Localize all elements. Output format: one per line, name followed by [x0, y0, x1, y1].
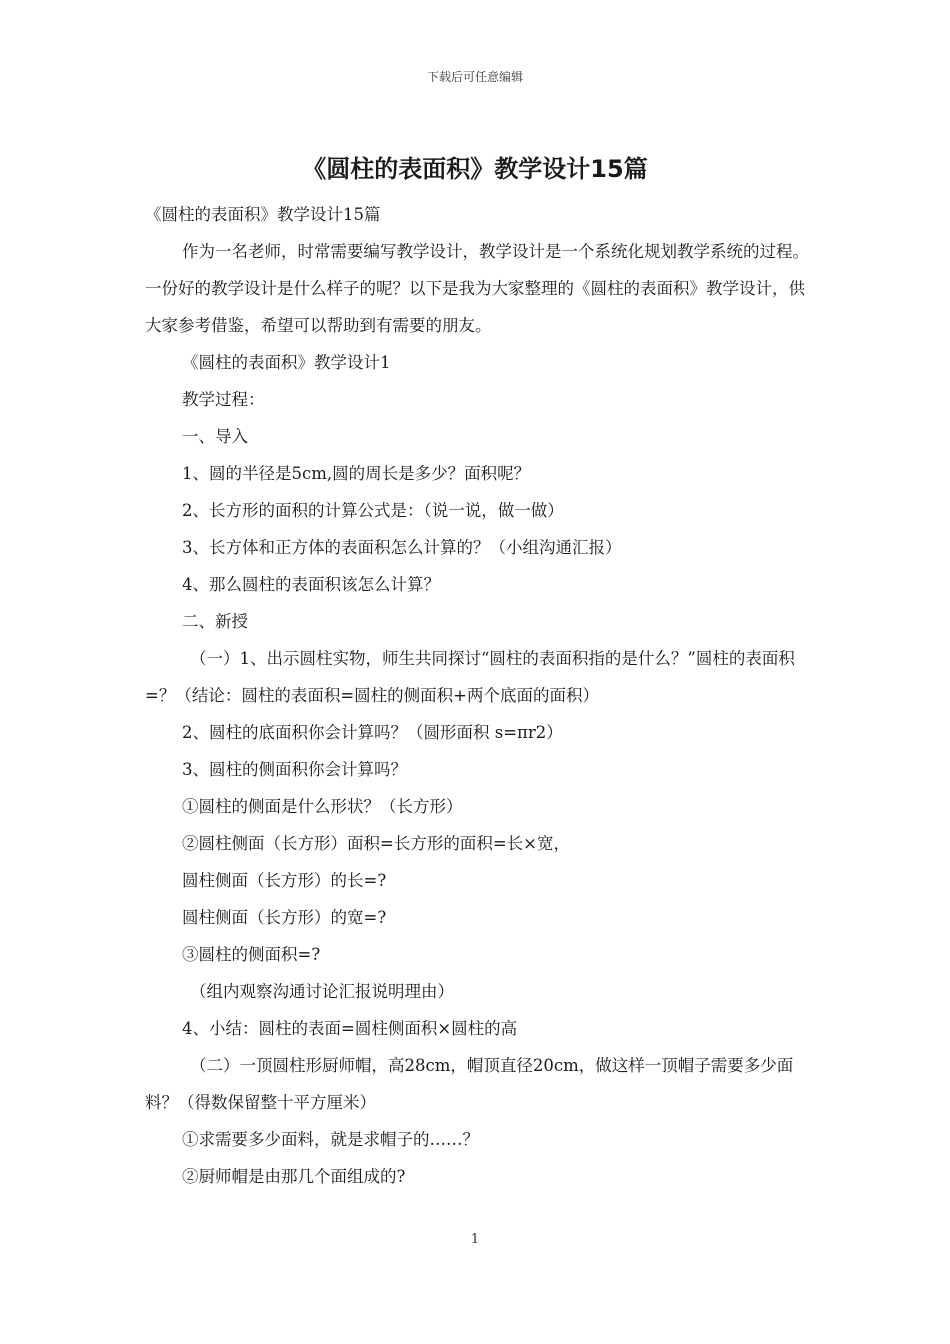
- list-item: 圆柱侧面（长方形）的宽=?: [182, 908, 387, 927]
- list-item: 3、圆柱的侧面积你会计算吗？: [182, 760, 407, 779]
- list-item: ②厨师帽是由那几个面组成的?: [182, 1167, 406, 1186]
- list-item: ②圆柱侧面（长方形）面积=长方形的面积=长×宽，: [182, 834, 570, 853]
- list-item: ①圆柱的侧面是什么形状？（长方形）: [182, 797, 463, 816]
- list-item: 圆柱侧面（长方形）的长=?: [182, 871, 387, 890]
- paragraph: （组内观察沟通讨论汇报说明理由）: [190, 982, 454, 1001]
- paragraph: （二）一顶圆柱形厨师帽，高28cm，帽顶直径20cm，做这样一顶帽子需要多少面料？（得数保留整十平方厘米）: [145, 1056, 794, 1112]
- list-item: ①求需要多少面料，就是求帽子的……？: [182, 1130, 479, 1149]
- list-item: 3、长方体和正方体的表面积怎么计算的？（小组沟通汇报）: [182, 538, 622, 557]
- list-item: 2、圆柱的底面积你会计算吗？（圆形面积 s=πr2）: [182, 723, 563, 742]
- list-item: ③圆柱的侧面积=?: [182, 945, 321, 964]
- list-item: 4、那么圆柱的表面积该怎么计算？: [182, 575, 440, 594]
- document-title: 《圆柱的表面积》教学设计15篇: [302, 155, 648, 183]
- paragraph: 教学过程：: [182, 390, 265, 409]
- subtitle-paragraph: 《圆柱的表面积》教学设计15篇: [145, 205, 381, 224]
- document-body: [145, 196, 809, 1195]
- section-heading: 《圆柱的表面积》教学设计1: [182, 353, 391, 372]
- list-item: 2、长方形的面积的计算公式是：（说一说，做一做）: [182, 501, 564, 520]
- section-heading: 二、新授: [182, 612, 248, 631]
- list-item: 4、小结：圆柱的表面=圆柱侧面积×圆柱的高: [182, 1019, 518, 1038]
- list-item: 1、圆的半径是5cm,圆的周长是多少？面积呢？: [182, 464, 531, 483]
- intro-paragraph: 作为一名老师，时常需要编写教学设计，教学设计是一个系统化规划教学系统的过程。一份好的教学设计是什么样子的呢？以下是我为大家整理的《圆柱的表面积》教学设计，供大家参考借鉴，希望可以帮助到有需要的朋友。: [145, 242, 809, 335]
- section-heading: 一、导入: [182, 427, 248, 446]
- page-number: 1: [470, 1232, 480, 1247]
- paragraph: （一）1、出示圆柱实物，师生共同探讨“圆柱的表面积指的是什么？”圆柱的表面积=？（结论：圆柱的表面积=圆柱的侧面积+两个底面的面积）: [145, 649, 795, 705]
- header-note: 下载后可任意编辑: [426, 70, 523, 84]
